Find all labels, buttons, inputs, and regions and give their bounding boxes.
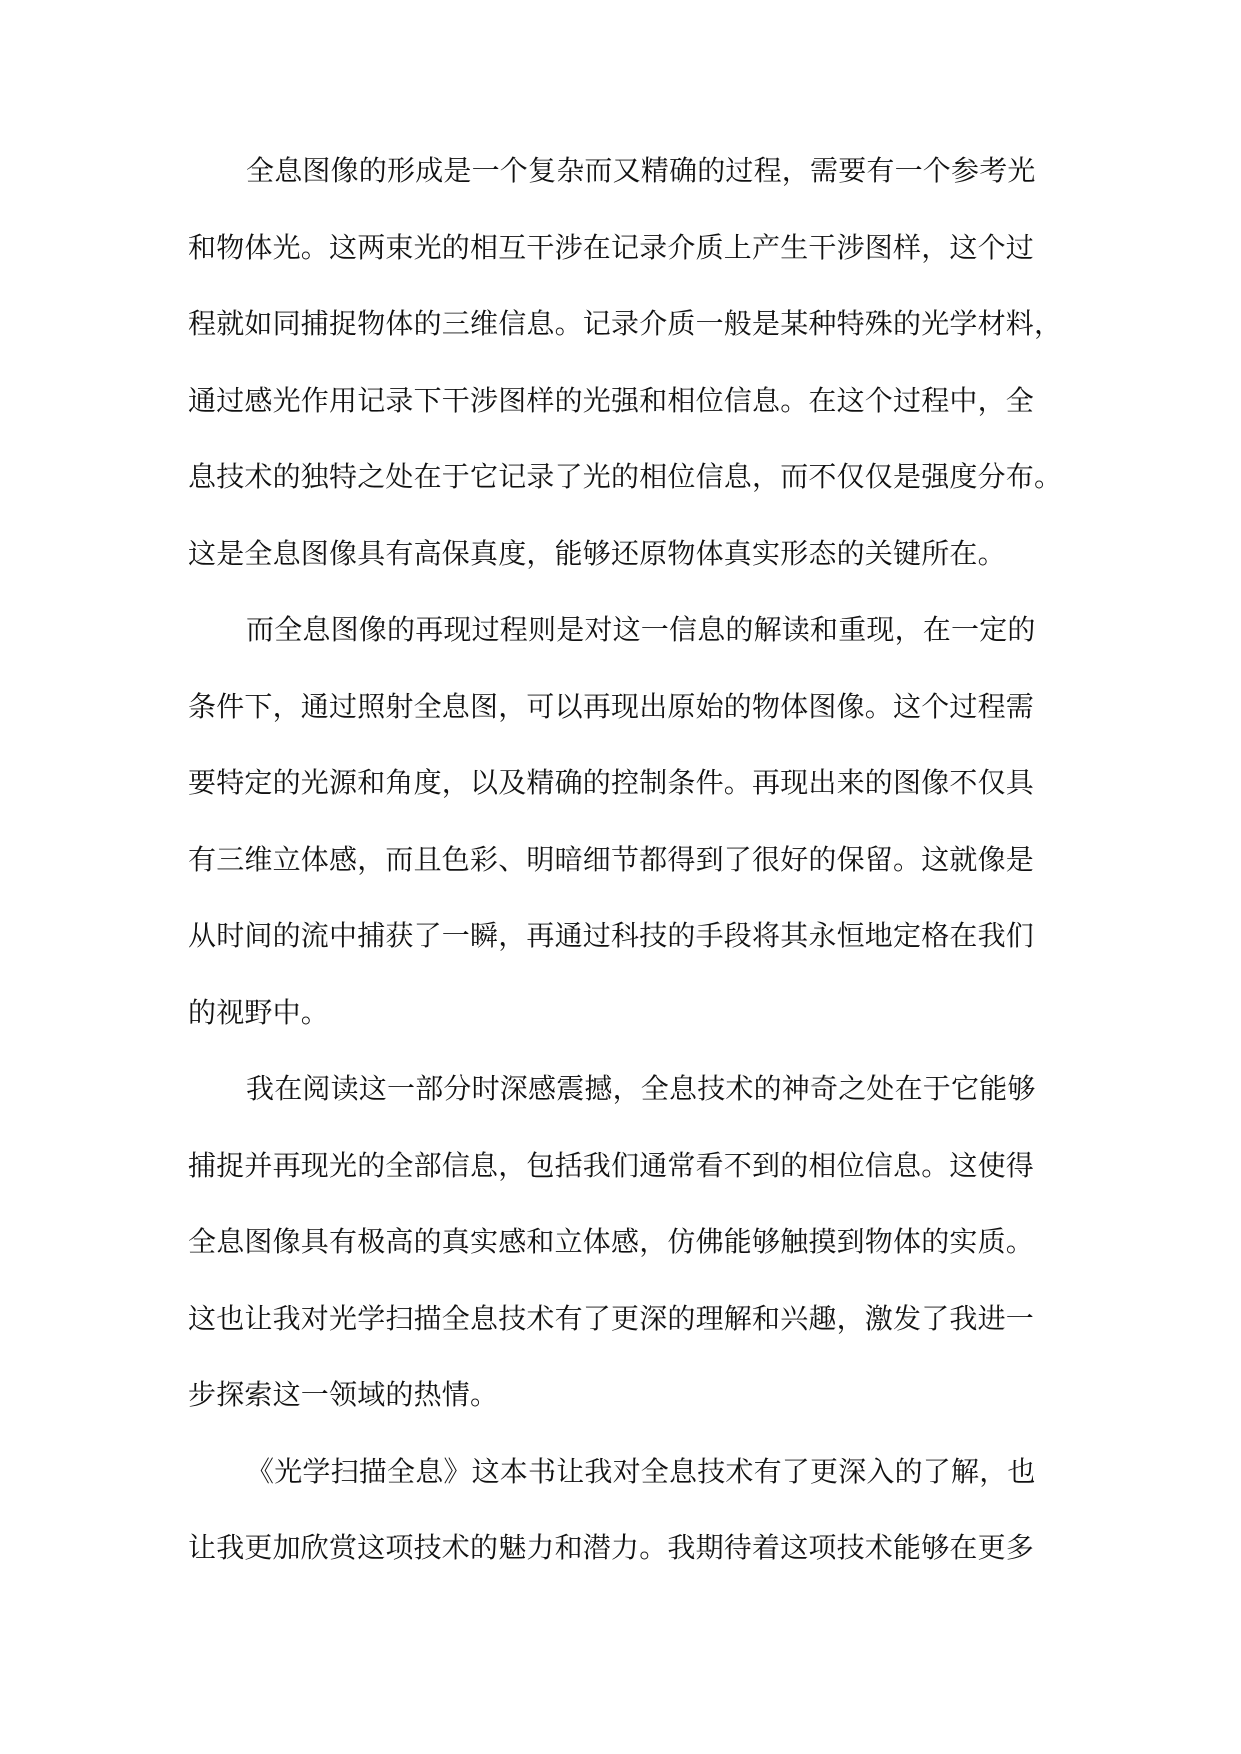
text-line: 而全息图像的再现过程则是对这一信息的解读和重现，在一定的	[246, 613, 1036, 646]
paragraph-4	[188, 1446, 1078, 1599]
paragraph-2	[188, 604, 1078, 1063]
text-line: 要特定的光源和角度，以及精确的控制条件。再现出来的图像不仅具	[188, 766, 1035, 799]
text-line: 通过感光作用记录下干涉图样的光强和相位信息。在这个过程中，全	[188, 383, 1035, 417]
document-body	[188, 145, 1078, 1599]
text-line: 条件下，通过照射全息图，可以再现出原始的物体图像。这个过程需	[188, 689, 1035, 723]
text-line: 息技术的独特之处在于它记录了光的相位信息，而不仅仅是强度分布。	[188, 460, 1063, 493]
text-line: 有三维立体感，而且色彩、明暗细节都得到了很好的保留。这就像是	[188, 842, 1035, 876]
paragraph-1	[188, 145, 1078, 604]
paragraph-3	[188, 1063, 1078, 1446]
text-line: 和物体光。这两束光的相互干涉在记录介质上产生干涉图样，这个过	[188, 230, 1035, 264]
text-line: 全息图像的形成是一个复杂而又精确的过程，需要有一个参考光	[246, 154, 1036, 187]
text-line: 的视野中。	[188, 995, 330, 1029]
text-line: 这也让我对光学扫描全息技术有了更深的理解和兴趣，激发了我进一	[188, 1301, 1035, 1335]
text-line: 全息图像具有极高的真实感和立体感，仿佛能够触摸到物体的实质。	[188, 1225, 1035, 1258]
text-line: 《光学扫描全息》这本书让我对全息技术有了更深入的了解，也	[246, 1454, 1036, 1488]
text-line: 让我更加欣赏这项技术的魅力和潜力。我期待着这项技术能够在更多	[188, 1531, 1035, 1564]
text-line: 我在阅读这一部分时深感震撼，全息技术的神奇之处在于它能够	[246, 1072, 1036, 1105]
text-line: 程就如同捕捉物体的三维信息。记录介质一般是某种特殊的光学材料，	[188, 307, 1063, 340]
text-line: 从时间的流中捕获了一瞬，再通过科技的手段将其永恒地定格在我们	[188, 919, 1035, 952]
text-line: 步探索这一领域的热情。	[188, 1378, 499, 1411]
text-line: 这是全息图像具有高保真度，能够还原物体真实形态的关键所在。	[188, 536, 1006, 570]
text-line: 捕捉并再现光的全部信息，包括我们通常看不到的相位信息。这使得	[188, 1148, 1035, 1182]
